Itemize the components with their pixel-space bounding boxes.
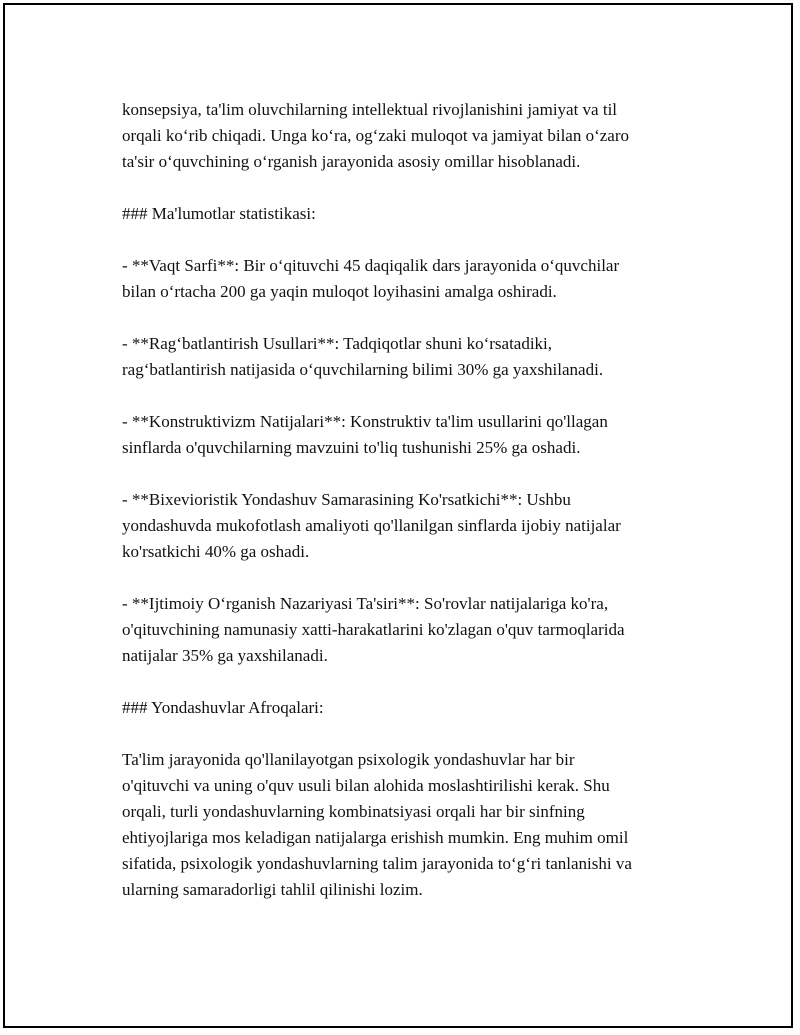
text-line: bilan o‘rtacha 200 ga yaqin muloqot loyihasini amalga oshiradi. <box>122 282 557 301</box>
list-item-ijtimoiy <box>122 591 702 669</box>
document-body <box>122 97 702 929</box>
text-line: - **Bixevioristik Yondashuv Samarasining Ko'rsatkichi**: Ushbu <box>122 490 571 509</box>
text-line: ko'rsatkichi 40% ga oshadi. <box>122 542 310 561</box>
text-line: - **Ijtimoiy O‘rganish Nazariyasi Ta'siri**: So'rovlar natijalariga ko'ra, <box>122 594 609 613</box>
text-line: ### Yondashuvlar Afroqalari: <box>122 698 324 717</box>
section-heading-afroqalari <box>122 695 702 721</box>
text-line: ehtiyojlariga mos keladigan natijalarga erishish mumkin. Eng muhim omil <box>122 828 629 847</box>
text-line: natijalar 35% ga yaxshilanadi. <box>122 646 328 665</box>
text-line: ularning samaradorligi tahlil qilinishi lozim. <box>122 880 423 899</box>
list-item-konstruktivizm <box>122 409 702 461</box>
text-line: ta'sir o‘quvchining o‘rganish jarayonida asosiy omillar hisoblanadi. <box>122 152 581 171</box>
text-line: orqali ko‘rib chiqadi. Unga ko‘ra, og‘zaki muloqot va jamiyat bilan o‘zaro <box>122 126 630 145</box>
text-line: orqali, turli yondashuvlarning kombinatsiyasi orqali har bir sinfning <box>122 802 585 821</box>
conclusion-paragraph <box>122 747 702 903</box>
text-line: konsepsiya, ta'lim oluvchilarning intellektual rivojlanishini jamiyat va til <box>122 100 618 119</box>
text-line: o'qituvchi va uning o'quv usuli bilan alohida moslashtirilishi kerak. Shu <box>122 776 610 795</box>
intro-paragraph <box>122 97 702 175</box>
list-item-vaqt-sarfi <box>122 253 702 305</box>
text-line: Ta'lim jarayonida qo'llanilayotgan psixologik yondashuvlar har bir <box>122 750 575 769</box>
text-line: - **Konstruktivizm Natijalari**: Konstruktiv ta'lim usullarini qo'llagan <box>122 412 608 431</box>
text-line: yondashuvda mukofotlash amaliyoti qo'llanilgan sinflarda ijobiy natijalar <box>122 516 621 535</box>
list-item-bixevioristik <box>122 487 702 565</box>
text-line: - **Rag‘batlantirish Usullari**: Tadqiqotlar shuni ko‘rsatadiki, <box>122 334 553 353</box>
section-heading-statistics <box>122 201 702 227</box>
page-frame <box>3 3 793 1028</box>
text-line: sinflarda o'quvchilarning mavzuini to'liq tushunishi 25% ga oshadi. <box>122 438 581 457</box>
list-item-ragbatlantirish <box>122 331 702 383</box>
text-line: o'qituvchining namunasiy xatti-harakatlarini ko'zlagan o'quv tarmoqlarida <box>122 620 625 639</box>
text-line: rag‘batlantirish natijasida o‘quvchilarning bilimi 30% ga yaxshilanadi. <box>122 360 604 379</box>
text-line: - **Vaqt Sarfi**: Bir o‘qituvchi 45 daqiqalik dars jarayonida o‘quvchilar <box>122 256 620 275</box>
text-line: ### Ma'lumotlar statistikasi: <box>122 204 316 223</box>
text-line: sifatida, psixologik yondashuvlarning talim jarayonida to‘g‘ri tanlanishi va <box>122 854 632 873</box>
